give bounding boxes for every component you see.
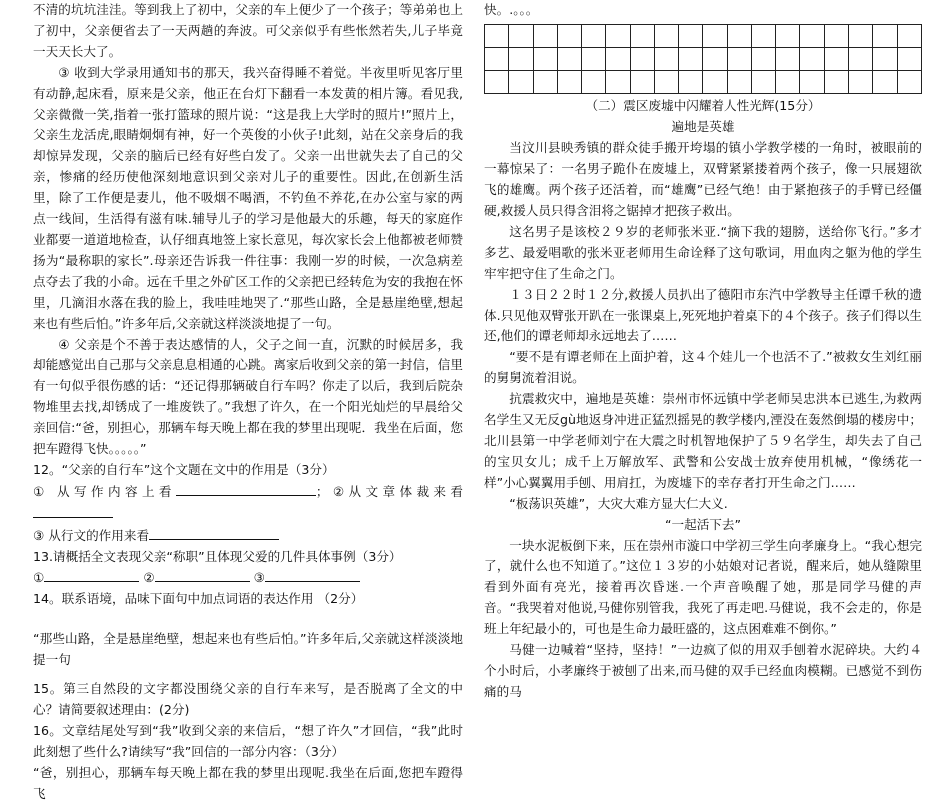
paragraph-2-end: 不清的坑坑洼洼。等到我上了初中，父亲的车上便少了一个孩子；等弟弟也上了初中，父亲便省去了一天两趟的奔波。可父亲似乎有些怅然若失,儿子毕竟一天天长大了。: [33, 2, 463, 59]
grid-cell[interactable]: [557, 71, 581, 94]
grid-cell[interactable]: [824, 71, 848, 94]
q12-label-structure: ③ 从行文的作用来看: [33, 527, 150, 543]
grid-cell[interactable]: [824, 24, 848, 47]
grid-cell[interactable]: [582, 71, 606, 94]
grid-cell[interactable]: [630, 71, 654, 94]
grid-cell[interactable]: [654, 24, 678, 47]
grid-row: [485, 71, 922, 94]
article-subtitle: “一起活下去”: [664, 516, 742, 532]
grid-cell[interactable]: [606, 48, 630, 71]
quote-line: “板荡识英雄”，大灾大难方显大仁大义.: [509, 495, 728, 511]
grid-cell[interactable]: [509, 71, 533, 94]
grid-cell[interactable]: [533, 48, 557, 71]
grid-cell[interactable]: [630, 48, 654, 71]
q12-label-content: ① 从写作内容上看: [33, 483, 176, 499]
paragraph-3: ③ 收到大学录用通知书的那天，我兴奋得睡不着觉。半夜里听见客厅里有动静,起床看，原来是父亲，他正在台灯下翻看一本发黄的相片簿。看见我,父亲微微一笑,指着一张打篮球的照片说：“这是我上大学时的照片!”照片上，父亲生龙活虎,眼睛炯炯有神，好一个英俊的小伙子!此刻，站在父亲身后的我却惊异发现，父亲的脑后已经有好些白发了。父亲一出世就失去了自己的父亲，惨痛的经历使他深刻地意识到父亲对儿子的重要性。因此,在创新生活里，除了工作便是妻儿，他不吸烟不喝酒，不钓鱼不养花,在办公室与家的两点一线间，生活得有滋有味.辅导儿子的学习是他最大的乐趣，每天的家庭作业都要一道道地检查，认仔细真地签上家长意见，每次家长会上他都被老师赞扬为“最称职的家长”.母亲还告诉我一件往事：我刚一岁的时候，一次急病差点夺去了我的小命。远在千里之外矿区工作的父亲把已经转危为安的我抱在怀里，几滴泪水落在我的脸上，我哇哇地哭了.“那些山路，全是悬崖绝壁,想起来也有些后怕。”许多年后,父亲就这样淡淡地提了一句。: [33, 64, 463, 331]
grid-cell[interactable]: [751, 24, 775, 47]
grid-cell[interactable]: [485, 71, 509, 94]
article-paragraph-4: “要不是有谭老师在上面护着，这４个娃儿一个也活不了.”被救女生刘红丽的舅舅流着泪说。: [484, 349, 922, 386]
grid-cell[interactable]: [873, 48, 897, 71]
q13-mark-3: ③: [253, 570, 265, 586]
q12-label-genre: ；②从文章体裁来看: [315, 483, 463, 499]
q13-mark-2: ②: [143, 570, 155, 586]
q13-mark-1: ①: [33, 570, 45, 586]
grid-cell[interactable]: [727, 71, 751, 94]
q12-blank-1[interactable]: [176, 481, 316, 496]
article-paragraph-3: １３日２２时１２分,救援人员扒出了德阳市东汽中学教导主任谭千秋的遗体.只见他双臂张开趴在一张课桌上,死死地护着桌下的４个孩子。孩子们得以生还,他们的谭老师却永远地去了……: [484, 286, 922, 344]
grid-cell[interactable]: [485, 24, 509, 47]
grid-cell[interactable]: [654, 48, 678, 71]
grid-cell[interactable]: [703, 71, 727, 94]
left-column: [33, 0, 463, 805]
grid-cell[interactable]: [800, 24, 824, 47]
grid-cell[interactable]: [630, 24, 654, 47]
q13-blank-1[interactable]: [44, 567, 139, 582]
article-paragraph-1: 当汶川县映秀镇的群众徒手搬开垮塌的镇小学教学楼的一角时，被眼前的一幕惊呆了：一名男子跪仆在废墟上，双臂紧紧搂着两个孩子，像一只展翅欲飞的雄鹰。两个孩子还活着，而“雄鹰”已经气绝！由于紧抱孩子的手臂已经僵硬,救援人员只得含泪将之锯掉才把孩子救出。: [484, 140, 922, 218]
question-12-part-1: [33, 481, 463, 525]
grid-cell[interactable]: [800, 48, 824, 71]
question-12-part-2: [33, 525, 463, 547]
grid-cell[interactable]: [606, 24, 630, 47]
grid-cell[interactable]: [800, 71, 824, 94]
question-12: 12。“父亲的自行车”这个文题在文中的作用是（3分）: [33, 461, 335, 477]
grid-cell[interactable]: [509, 24, 533, 47]
grid-cell[interactable]: [776, 48, 800, 71]
grid-row: [485, 24, 922, 47]
q12-blank-3[interactable]: [149, 525, 279, 540]
grid-cell[interactable]: [533, 24, 557, 47]
grid-cell[interactable]: [582, 24, 606, 47]
q12-blank-2[interactable]: [33, 503, 113, 518]
q13-blank-3[interactable]: [265, 567, 360, 582]
grid-cell[interactable]: [751, 48, 775, 71]
grid-cell[interactable]: [533, 71, 557, 94]
grid-cell[interactable]: [727, 48, 751, 71]
question-14: 14。联系语境，品味下面句中加点词语的表达作用 （2分）: [33, 591, 364, 607]
question-14-quote: “那些山路，全是悬崖绝壁，想起来也有些后怕。”许多年后,父亲就这样淡淡地提一句: [33, 631, 463, 668]
grid-cell[interactable]: [848, 71, 872, 94]
grid-cell[interactable]: [582, 48, 606, 71]
grid-cell[interactable]: [703, 24, 727, 47]
grid-cell[interactable]: [679, 24, 703, 47]
grid-cell[interactable]: [557, 24, 581, 47]
article-paragraph-7: 马健一边喊着“坚持，坚持！”一边疯了似的用双手刨着水泥碎块。大约４个小时后，小孝廉终于被刨了出来,而马健的双手已经血肉模糊。已感觉不到伤痛的马: [484, 642, 922, 699]
grid-cell[interactable]: [897, 24, 921, 47]
right-column: [484, 0, 922, 703]
answer-continuation: 快。.。。。: [484, 2, 539, 17]
grid-cell[interactable]: [557, 48, 581, 71]
article-title: 遍地是英雄: [671, 119, 735, 135]
grid-cell[interactable]: [727, 24, 751, 47]
grid-cell[interactable]: [606, 71, 630, 94]
article-paragraph-5: 抗震救灾中，遍地是英雄：崇州市怀远镇中学老师吴忠洪本已逃生,为救两名学生又无反gù地返身冲进正猛烈摇晃的教学楼内,湮没在轰然倒塌的楼房中；北川县第一中学老师刘宁在大震之时机智地保护了５９名学生，却失去了自己的宝贝女儿；成千上万解放军、武警和公安战士放弃使用机械，“像绣花一样”小心翼翼用手刨、用肩扛，为废墟下的幸存者打开生命之门……: [484, 391, 922, 490]
grid-cell[interactable]: [485, 48, 509, 71]
writing-grid[interactable]: [484, 24, 922, 95]
grid-cell[interactable]: [824, 48, 848, 71]
q13-blank-2[interactable]: [155, 567, 250, 582]
question-15: 15。第三自然段的文字都没围绕父亲的自行车来写，是否脱离了全文的中心？请简要叙述理由：(2分): [33, 681, 463, 717]
grid-cell[interactable]: [679, 48, 703, 71]
grid-cell[interactable]: [776, 71, 800, 94]
grid-cell[interactable]: [897, 71, 921, 94]
grid-row: [485, 48, 922, 71]
grid-cell[interactable]: [848, 48, 872, 71]
grid-cell[interactable]: [873, 24, 897, 47]
question-13-answers: [33, 567, 463, 589]
grid-cell[interactable]: [848, 24, 872, 47]
section-title: （二）震区废墟中闪耀着人性光辉(15分）: [585, 98, 821, 114]
grid-cell[interactable]: [776, 24, 800, 47]
question-16-quote: “爸，别担心，那辆车每天晚上都在我的梦里出现呢.我坐在后面,您把车蹬得飞: [33, 764, 463, 801]
grid-cell[interactable]: [509, 48, 533, 71]
grid-cell[interactable]: [873, 71, 897, 94]
question-13: 13.请概括全文表现父亲“称职”且体现父爱的几件具体事例（3分）: [33, 548, 402, 564]
question-16: 16。文章结尾处写到“我”收到父亲的来信后，“想了许久”才回信，“我”此时此刻想了些什么?请续写“我”回信的一部分内容：（3分）: [33, 722, 463, 759]
grid-cell[interactable]: [703, 48, 727, 71]
article-paragraph-2: 这名男子是该校２９岁的老师张米亚.“摘下我的翅膀，送给你飞行。”多才多艺、最爱唱歌的张米亚老师用生命诠释了这句歌词，用血肉之躯为他的学生牢牢把守住了生命之门。: [484, 223, 922, 281]
article-paragraph-6: 一块水泥板倒下来，压在崇州市漩口中学初三学生向孝廉身上。“我心想完了，就什么也不知道了。”这位１３岁的小姑娘对记者说，醒来后，她从缝隙里看到外面有亮光，接着再次昏迷.一个声音唤醒了她，那是同学马健的声音。“我哭着对他说,马健你别管我，我死了再走吧.马健说，我不会走的，你是班上年纪最小的，可也是生命力最旺盛的，这点困难难不倒你。”: [484, 537, 922, 637]
grid-cell[interactable]: [654, 71, 678, 94]
paragraph-4: ④ 父亲是个不善于表达感情的人，父子之间一直，沉默的时候居多，我却能感觉出自己那与父亲息息相通的心跳。离家后收到父亲的第一封信，信里有一句似乎很伤感的话：“还记得那辆破自行车吗？你走了以后，我到后院杂物堆里去找,却锈成了一堆废铁了。”我想了许久，在一个阳光灿烂的早晨给父亲回信:“爸，别担心，那辆车每天晚上都在我的梦里出现呢．我坐在后面，您把车蹬得飞快。。。。。”: [33, 336, 463, 457]
grid-cell[interactable]: [679, 71, 703, 94]
grid-cell[interactable]: [897, 48, 921, 71]
grid-cell[interactable]: [751, 71, 775, 94]
